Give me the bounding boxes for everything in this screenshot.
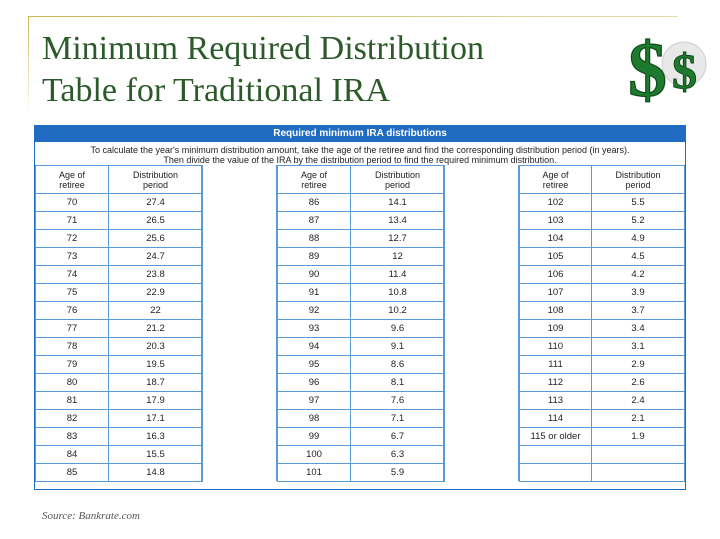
table-row bbox=[520, 464, 685, 482]
period-column-header bbox=[351, 166, 445, 194]
age-header-line-1: Age of bbox=[300, 169, 328, 180]
period-cell: 8.1 bbox=[351, 374, 445, 392]
table-row bbox=[520, 356, 685, 374]
age-cell: 103 bbox=[520, 212, 592, 230]
table-row bbox=[520, 392, 685, 410]
table-row bbox=[36, 266, 203, 284]
age-cell: 71 bbox=[36, 212, 109, 230]
title-line-2: Table for Traditional IRA bbox=[42, 72, 390, 109]
table-row bbox=[36, 302, 203, 320]
period-cell: 10.8 bbox=[351, 284, 445, 302]
table-row bbox=[520, 320, 685, 338]
table-row bbox=[278, 248, 445, 266]
age-cell: 95 bbox=[278, 356, 351, 374]
period-cell: 26.5 bbox=[109, 212, 203, 230]
instructions-line-2: Then divide the value of the IRA by the distribution period to find the required minimum distribution. bbox=[163, 155, 557, 165]
period-cell: 12 bbox=[351, 248, 445, 266]
period-cell: 6.3 bbox=[351, 446, 445, 464]
age-cell: 76 bbox=[36, 302, 109, 320]
table-row bbox=[520, 410, 685, 428]
period-cell: 5.5 bbox=[592, 194, 685, 212]
dollar-signs-logo bbox=[622, 18, 708, 108]
table-row bbox=[36, 284, 203, 302]
age-cell: 81 bbox=[36, 392, 109, 410]
period-cell: 11.4 bbox=[351, 266, 445, 284]
period-cell: 3.7 bbox=[592, 302, 685, 320]
age-cell: 113 bbox=[520, 392, 592, 410]
period-header-line-2: period bbox=[142, 179, 169, 190]
table-row bbox=[520, 374, 685, 392]
period-cell: 4.2 bbox=[592, 266, 685, 284]
age-column-header bbox=[520, 166, 592, 194]
period-cell: 2.4 bbox=[592, 392, 685, 410]
page-title bbox=[42, 28, 484, 112]
table-row bbox=[36, 374, 203, 392]
age-cell: 97 bbox=[278, 392, 351, 410]
age-cell: 98 bbox=[278, 410, 351, 428]
age-cell: 102 bbox=[520, 194, 592, 212]
period-cell: 6.7 bbox=[351, 428, 445, 446]
age-cell: 82 bbox=[36, 410, 109, 428]
period-cell: 5.9 bbox=[351, 464, 445, 482]
period-column-header bbox=[109, 166, 203, 194]
period-cell: 9.1 bbox=[351, 338, 445, 356]
age-cell: 72 bbox=[36, 230, 109, 248]
table-row bbox=[520, 230, 685, 248]
table-row bbox=[36, 464, 203, 482]
column-spacer bbox=[443, 165, 519, 481]
age-header-line-2: retiree bbox=[542, 179, 569, 190]
table-row bbox=[278, 284, 445, 302]
age-cell: 96 bbox=[278, 374, 351, 392]
age-cell: 104 bbox=[520, 230, 592, 248]
age-cell: 83 bbox=[36, 428, 109, 446]
age-cell: 87 bbox=[278, 212, 351, 230]
table-row bbox=[36, 410, 203, 428]
period-cell: 13.4 bbox=[351, 212, 445, 230]
table-row bbox=[36, 392, 203, 410]
age-cell: 89 bbox=[278, 248, 351, 266]
instructions-line-1: To calculate the year's minimum distribution amount, take the age of the retiree and find the corresponding distribution period (in years). bbox=[90, 145, 630, 155]
age-cell: 91 bbox=[278, 284, 351, 302]
table-row bbox=[278, 446, 445, 464]
table-row bbox=[520, 428, 685, 446]
age-cell: 111 bbox=[520, 356, 592, 374]
period-cell: 23.8 bbox=[109, 266, 203, 284]
period-cell: 3.4 bbox=[592, 320, 685, 338]
age-header-line-2: retiree bbox=[301, 179, 327, 190]
period-cell: 2.9 bbox=[592, 356, 685, 374]
period-column-header bbox=[592, 166, 685, 194]
period-cell: 3.1 bbox=[592, 338, 685, 356]
period-cell: 18.7 bbox=[109, 374, 203, 392]
age-cell: 99 bbox=[278, 428, 351, 446]
table-columns bbox=[35, 165, 685, 487]
table-row bbox=[36, 356, 203, 374]
period-cell: 14.1 bbox=[351, 194, 445, 212]
period-cell: 4.5 bbox=[592, 248, 685, 266]
table-row bbox=[520, 248, 685, 266]
table-row bbox=[278, 392, 445, 410]
table-header-row bbox=[520, 166, 685, 194]
dollar-sign-small: $ bbox=[672, 43, 697, 99]
age-cell: 92 bbox=[278, 302, 351, 320]
period-cell: 20.3 bbox=[109, 338, 203, 356]
table-row bbox=[520, 302, 685, 320]
period-cell: 21.2 bbox=[109, 320, 203, 338]
rmd-table-panel bbox=[34, 125, 686, 490]
period-cell: 2.1 bbox=[592, 410, 685, 428]
age-cell: 85 bbox=[36, 464, 109, 482]
age-cell: 74 bbox=[36, 266, 109, 284]
period-cell: 12.7 bbox=[351, 230, 445, 248]
period-cell: 17.9 bbox=[109, 392, 203, 410]
decorative-left-rule bbox=[28, 16, 29, 116]
period-cell: 17.1 bbox=[109, 410, 203, 428]
table-row bbox=[278, 320, 445, 338]
table-row bbox=[520, 338, 685, 356]
age-cell: 73 bbox=[36, 248, 109, 266]
age-cell: 101 bbox=[278, 464, 351, 482]
instructions bbox=[35, 142, 685, 165]
age-header-line-1: Age of bbox=[542, 169, 569, 180]
age-cell: 112 bbox=[520, 374, 592, 392]
age-cell: 79 bbox=[36, 356, 109, 374]
table-row bbox=[36, 320, 203, 338]
table-header: Required minimum IRA distributions bbox=[35, 126, 685, 142]
period-cell: 22 bbox=[109, 302, 203, 320]
table-row bbox=[520, 266, 685, 284]
table-row bbox=[520, 212, 685, 230]
table-row bbox=[278, 212, 445, 230]
age-cell: 105 bbox=[520, 248, 592, 266]
period-cell: 8.6 bbox=[351, 356, 445, 374]
dollar-sign-large: $ bbox=[628, 26, 667, 108]
period-cell: 16.3 bbox=[109, 428, 203, 446]
age-cell: 115 or older bbox=[520, 428, 592, 446]
period-cell: 9.6 bbox=[351, 320, 445, 338]
table-row bbox=[36, 230, 203, 248]
age-cell: 109 bbox=[520, 320, 592, 338]
period-cell: 1.9 bbox=[592, 428, 685, 446]
period-header-line-1: Distribution bbox=[132, 169, 179, 180]
table-row bbox=[36, 212, 203, 230]
distribution-table-group-2 bbox=[277, 165, 445, 482]
table-header-row bbox=[278, 166, 445, 194]
period-cell: 15.5 bbox=[109, 446, 203, 464]
age-cell: 80 bbox=[36, 374, 109, 392]
age-cell: 70 bbox=[36, 194, 109, 212]
age-cell: 93 bbox=[278, 320, 351, 338]
period-header-line-1: Distribution bbox=[615, 169, 661, 180]
age-header-line-1: Age of bbox=[58, 169, 86, 180]
table-row bbox=[278, 302, 445, 320]
age-cell: 75 bbox=[36, 284, 109, 302]
table-row bbox=[278, 338, 445, 356]
table-row bbox=[36, 194, 203, 212]
table-row bbox=[36, 446, 203, 464]
age-cell: 77 bbox=[36, 320, 109, 338]
age-cell: 110 bbox=[520, 338, 592, 356]
period-cell: 14.8 bbox=[109, 464, 203, 482]
period-cell: 22.9 bbox=[109, 284, 203, 302]
age-cell: 108 bbox=[520, 302, 592, 320]
period-cell: 25.6 bbox=[109, 230, 203, 248]
table-row bbox=[278, 230, 445, 248]
period-header-line-1: Distribution bbox=[374, 169, 421, 180]
distribution-table-group-1 bbox=[35, 165, 203, 482]
age-column-header bbox=[278, 166, 351, 194]
age-cell: 114 bbox=[520, 410, 592, 428]
period-header-line-2: period bbox=[384, 179, 411, 190]
period-cell: 7.6 bbox=[351, 392, 445, 410]
period-cell: 27.4 bbox=[109, 194, 203, 212]
period-cell: 19.5 bbox=[109, 356, 203, 374]
period-cell: 10.2 bbox=[351, 302, 445, 320]
table-row bbox=[278, 194, 445, 212]
title-line-1: Minimum Required Distribution bbox=[42, 30, 484, 67]
table-row bbox=[36, 338, 203, 356]
period-cell: 2.6 bbox=[592, 374, 685, 392]
age-column-header bbox=[36, 166, 109, 194]
age-cell: 106 bbox=[520, 266, 592, 284]
age-cell bbox=[520, 464, 592, 482]
table-row bbox=[278, 374, 445, 392]
column-spacer bbox=[201, 165, 277, 481]
age-cell: 84 bbox=[36, 446, 109, 464]
age-cell bbox=[520, 446, 592, 464]
table-row bbox=[278, 266, 445, 284]
period-cell: 24.7 bbox=[109, 248, 203, 266]
table-row bbox=[520, 284, 685, 302]
age-cell: 107 bbox=[520, 284, 592, 302]
period-cell: 4.9 bbox=[592, 230, 685, 248]
period-cell bbox=[592, 464, 685, 482]
decorative-top-rule bbox=[28, 16, 678, 17]
table-header-row bbox=[36, 166, 203, 194]
distribution-table-group-3 bbox=[519, 165, 685, 482]
age-cell: 90 bbox=[278, 266, 351, 284]
period-cell: 5.2 bbox=[592, 212, 685, 230]
period-header-line-2: period bbox=[625, 179, 651, 190]
table-row bbox=[278, 356, 445, 374]
table-row bbox=[278, 410, 445, 428]
age-cell: 100 bbox=[278, 446, 351, 464]
age-cell: 86 bbox=[278, 194, 351, 212]
age-cell: 88 bbox=[278, 230, 351, 248]
table-row bbox=[278, 464, 445, 482]
table-row bbox=[278, 428, 445, 446]
table-row bbox=[36, 428, 203, 446]
period-cell: 7.1 bbox=[351, 410, 445, 428]
age-header-line-2: retiree bbox=[59, 179, 85, 190]
period-cell bbox=[592, 446, 685, 464]
table-row bbox=[520, 194, 685, 212]
period-cell: 3.9 bbox=[592, 284, 685, 302]
table-row bbox=[36, 248, 203, 266]
table-row bbox=[520, 446, 685, 464]
source-credit: Source: Bankrate.com bbox=[42, 510, 140, 522]
age-cell: 78 bbox=[36, 338, 109, 356]
age-cell: 94 bbox=[278, 338, 351, 356]
